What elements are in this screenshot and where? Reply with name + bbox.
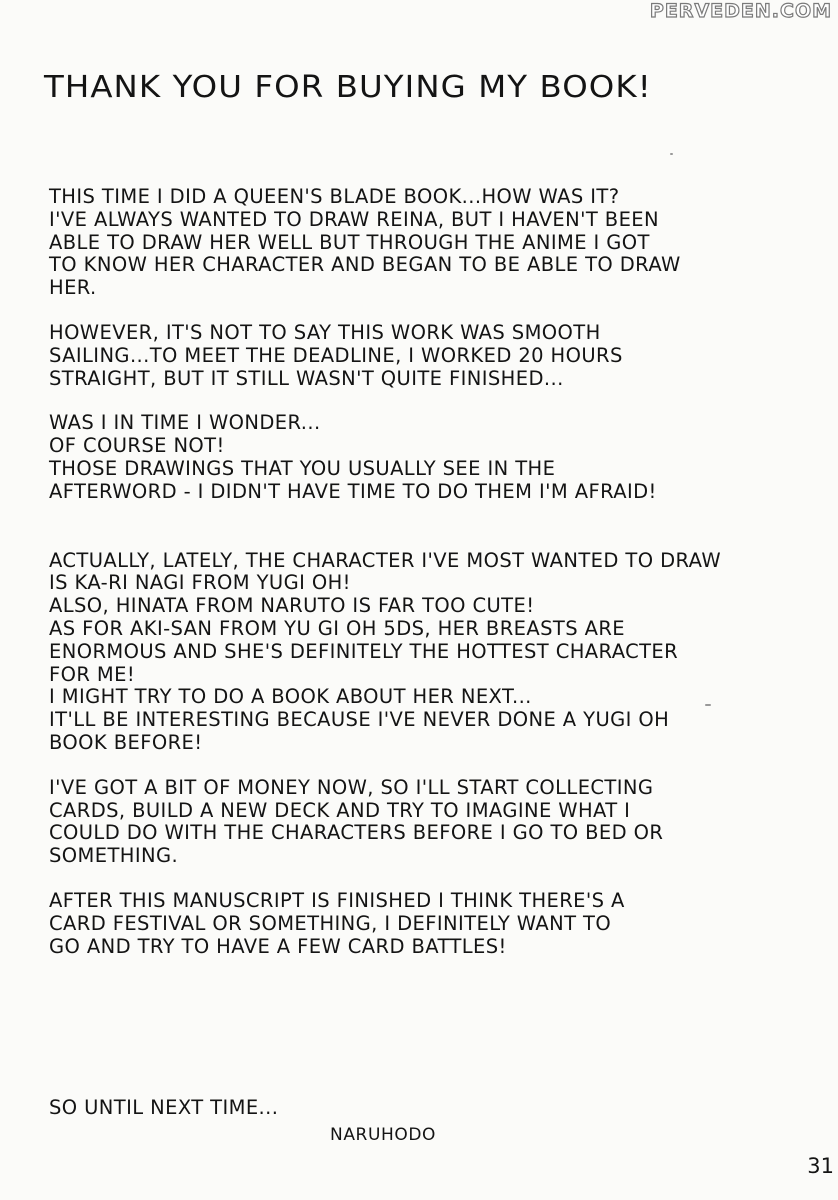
text-line: ENORMOUS AND SHE'S DEFINITELY THE HOTTEST CHARACTER bbox=[49, 639, 679, 663]
text-line: I MIGHT TRY TO DO A BOOK ABOUT HER NEXT... bbox=[49, 685, 532, 709]
text-line: THOSE DRAWINGS THAT YOU USUALLY SEE IN THE bbox=[49, 456, 556, 480]
text-line: BOOK BEFORE! bbox=[49, 730, 203, 754]
text-line: ACTUALLY, LATELY, THE CHARACTER I'VE MOST WANTED TO DRAW bbox=[49, 548, 722, 572]
text-line: IS KA-RI NAGI FROM YUGI OH! bbox=[49, 571, 351, 595]
text-line: WAS I IN TIME I WONDER... bbox=[49, 411, 321, 435]
scan-speck bbox=[705, 704, 711, 706]
paragraph-5 bbox=[49, 777, 809, 868]
text-line: ALSO, HINATA FROM NARUTO IS FAR TOO CUTE! bbox=[49, 594, 535, 618]
paragraph-6 bbox=[49, 890, 809, 958]
closing-line: SO UNTIL NEXT TIME... bbox=[49, 1096, 279, 1119]
paragraph-4 bbox=[49, 550, 809, 755]
text-line: TO KNOW HER CHARACTER AND BEGAN TO BE ABLE TO DRAW bbox=[49, 253, 681, 277]
text-line: GO AND TRY TO HAVE A FEW CARD BATTLES! bbox=[49, 934, 507, 958]
text-line: SAILING...TO MEET THE DEADLINE, I WORKED 20 HOURS bbox=[49, 343, 623, 367]
text-line: AFTERWORD - I DIDN'T HAVE TIME TO DO THEM I'M AFRAID! bbox=[49, 479, 657, 503]
text-line: OF COURSE NOT! bbox=[49, 434, 225, 458]
text-line: HOWEVER, IT'S NOT TO SAY THIS WORK WAS SMOOTH bbox=[49, 320, 601, 344]
text-line: IT'LL BE INTERESTING BECAUSE I'VE NEVER DONE A YUGI OH bbox=[49, 708, 670, 732]
text-line: STRAIGHT, BUT IT STILL WASN'T QUITE FINISHED... bbox=[49, 366, 564, 390]
afterword-body bbox=[49, 186, 809, 980]
text-line: FOR ME! bbox=[49, 662, 136, 686]
text-line: CARD FESTIVAL OR SOMETHING, I DEFINITELY WANT TO bbox=[49, 911, 612, 935]
page-title: THANK YOU FOR BUYING MY BOOK! bbox=[44, 70, 652, 105]
text-line: COULD DO WITH THE CHARACTERS BEFORE I GO TO BED OR bbox=[49, 821, 664, 845]
text-line: I'VE ALWAYS WANTED TO DRAW REINA, BUT I HAVEN'T BEEN bbox=[49, 207, 660, 231]
paragraph-3 bbox=[49, 412, 809, 503]
paragraph-1 bbox=[49, 186, 809, 300]
text-line: I'VE GOT A BIT OF MONEY NOW, SO I'LL START COLLECTING bbox=[49, 775, 654, 799]
author-signature: NARUHODO bbox=[330, 1125, 437, 1145]
text-line: CARDS, BUILD A NEW DECK AND TRY TO IMAGINE WHAT I bbox=[49, 798, 631, 822]
paragraph-2 bbox=[49, 322, 809, 390]
site-watermark: PERVEDEN.COM bbox=[649, 0, 832, 22]
text-line: AFTER THIS MANUSCRIPT IS FINISHED I THINK THERE'S A bbox=[49, 888, 625, 912]
text-line: ABLE TO DRAW HER WELL BUT THROUGH THE ANIME I GOT bbox=[49, 230, 650, 254]
text-line: HER. bbox=[49, 276, 97, 300]
text-line: SOMETHING. bbox=[49, 844, 179, 868]
text-line: THIS TIME I DID A QUEEN'S BLADE BOOK...HOW WAS IT? bbox=[49, 185, 620, 208]
scan-speck bbox=[670, 153, 673, 155]
page-number: 31 bbox=[807, 1154, 834, 1178]
text-line: AS FOR AKI-SAN FROM YU GI OH 5DS, HER BREASTS ARE bbox=[49, 616, 625, 640]
